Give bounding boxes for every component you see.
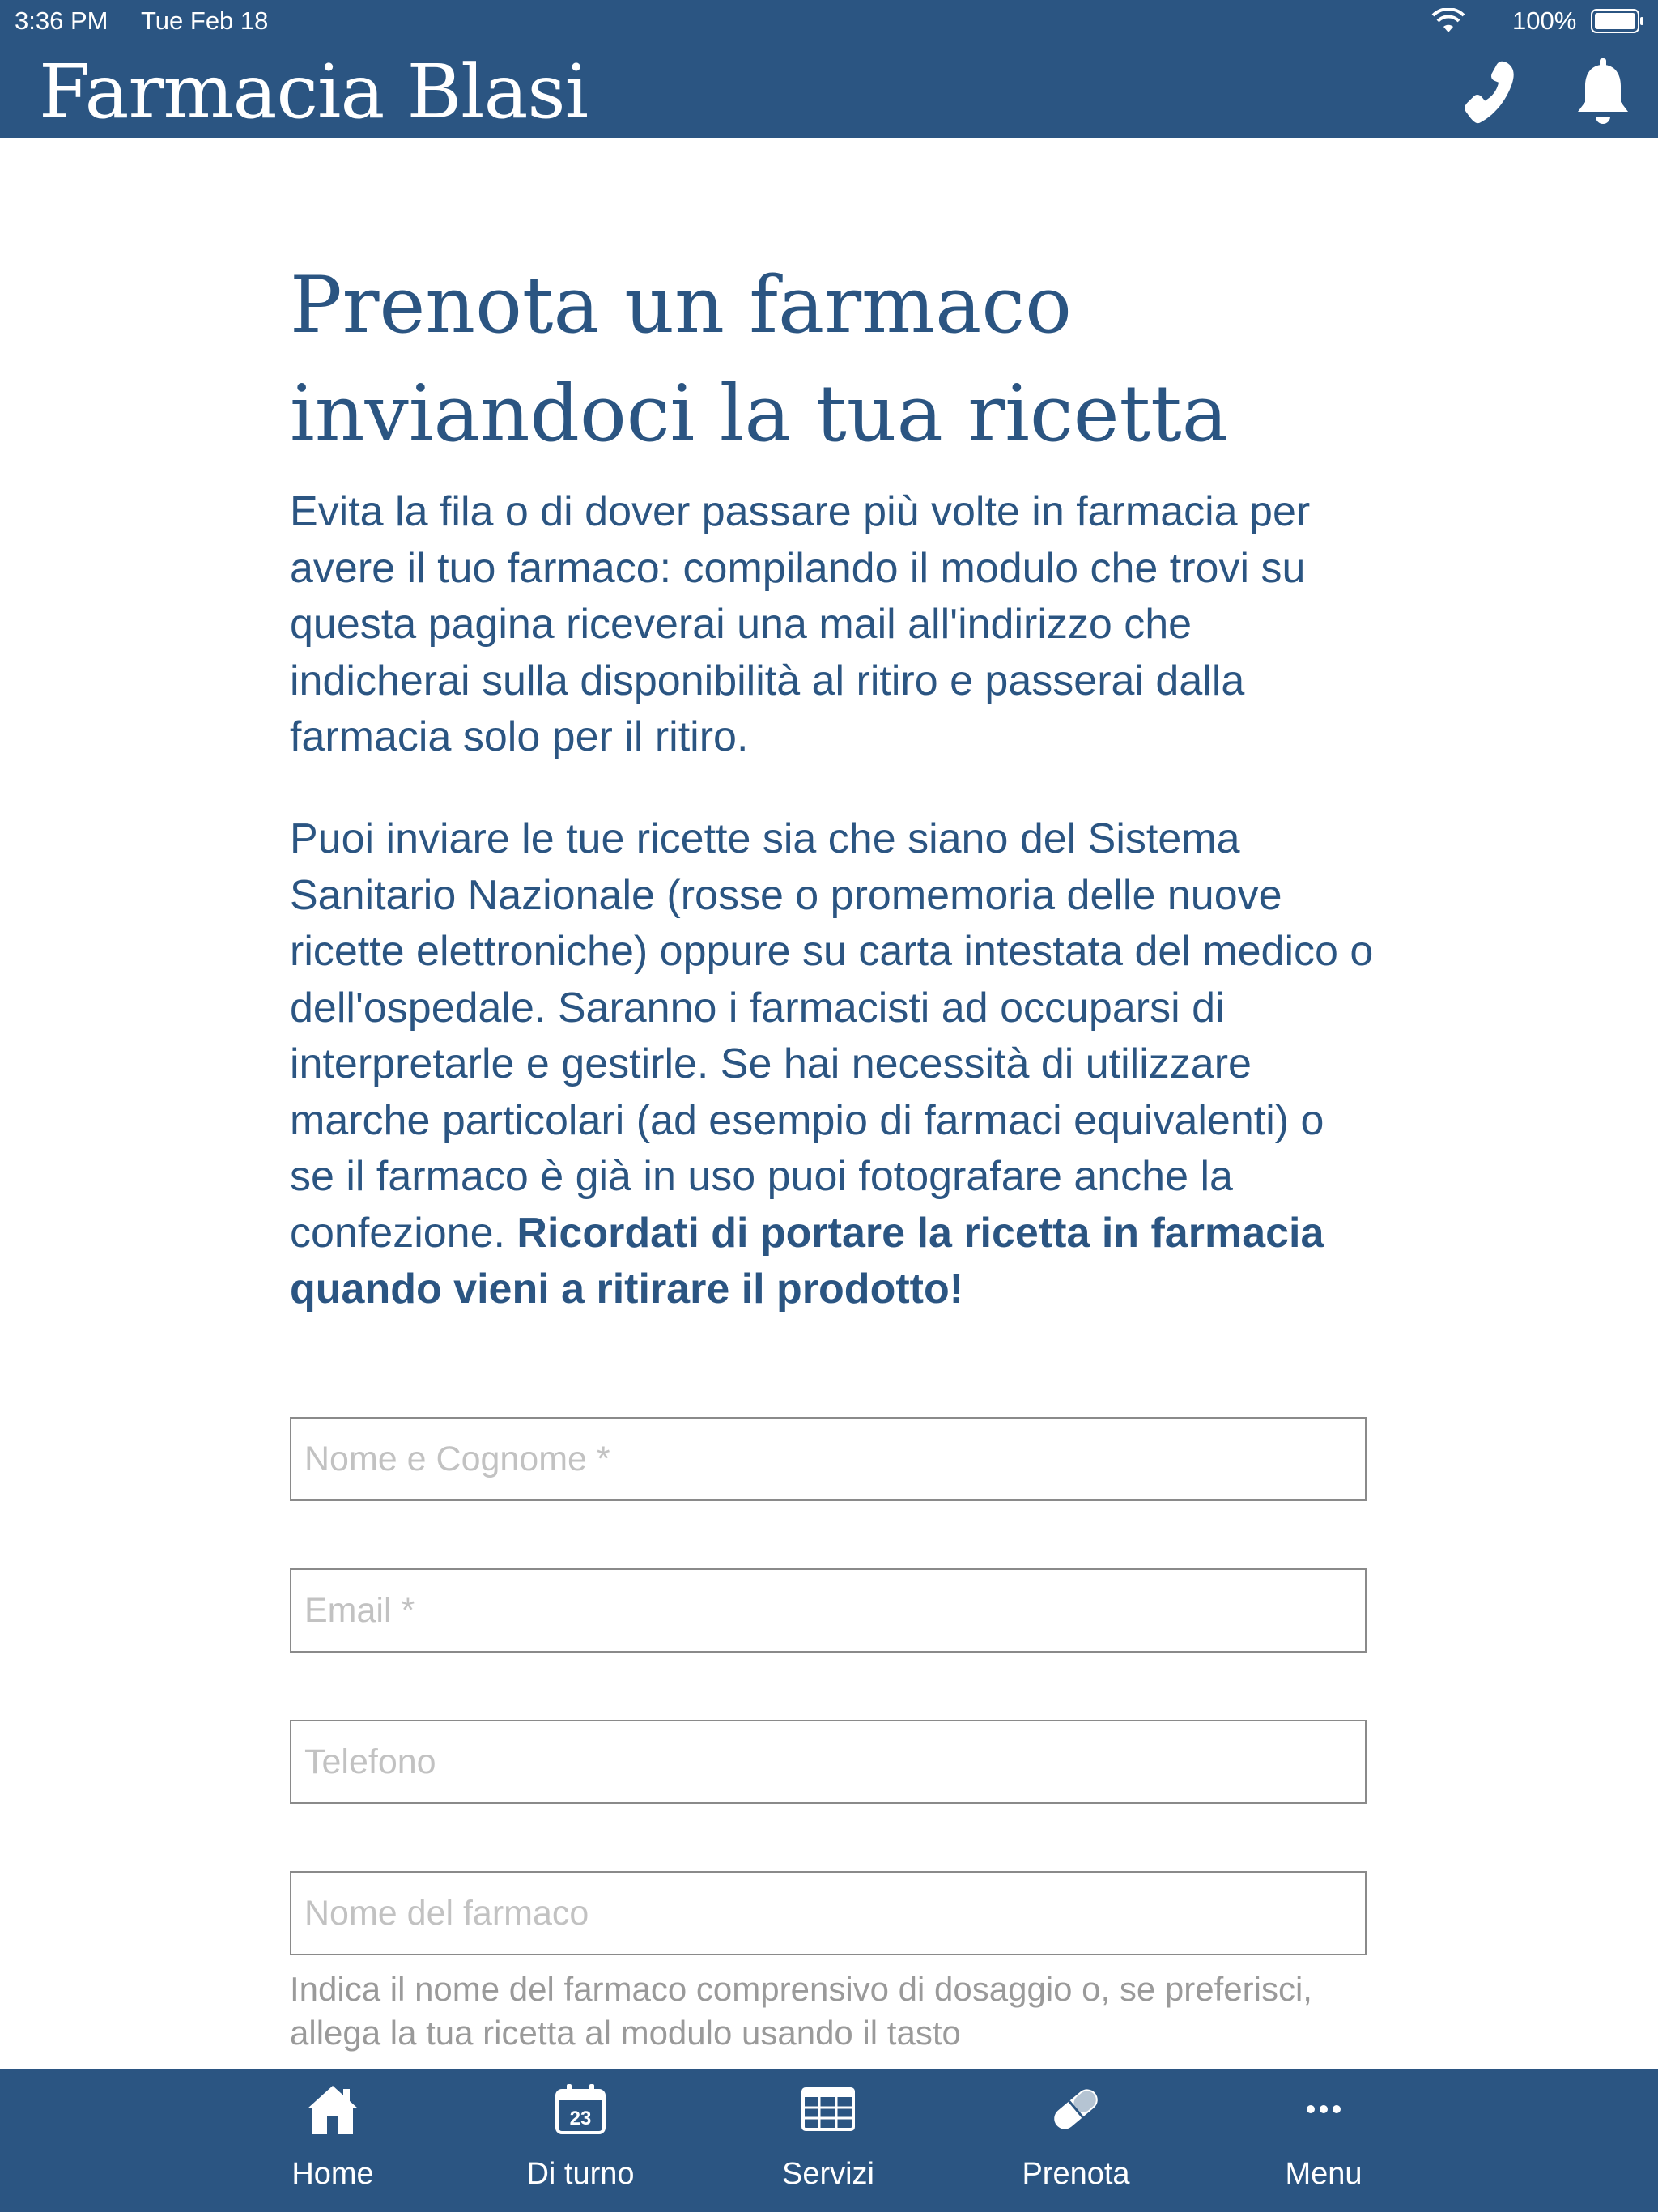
pill-icon: [1048, 2082, 1104, 2136]
tab-prenota[interactable]: [952, 2069, 1200, 2212]
more-icon: [1297, 2082, 1350, 2136]
info-paragraph-reminder: Ricordati di portare la ricetta in farmacia quando vieni a ritirare il prodotto!: [290, 1209, 1324, 1312]
intro-paragraph: Evita la fila o di dover passare più volte in farmacia per avere il tuo farmaco: compilando il modulo che trovi su questa pagina riceverai una mail all'indirizzo che indicherai sulla disponibilità al ritiro e passerai dalla farmacia solo per il ritiro.: [290, 488, 1311, 760]
phone-icon[interactable]: [1453, 60, 1521, 128]
home-icon: [306, 2082, 359, 2136]
email-field[interactable]: [290, 1568, 1367, 1653]
main-content[interactable]: [0, 138, 1658, 2069]
tab-label-home: Home: [291, 2157, 374, 2191]
services-icon: [800, 2082, 857, 2136]
status-time: 3:36 PM: [15, 6, 108, 35]
tab-servizi[interactable]: [704, 2069, 952, 2212]
name-field[interactable]: [290, 1417, 1367, 1501]
drug-name-field[interactable]: [290, 1871, 1367, 1955]
phone-field[interactable]: [290, 1720, 1367, 1804]
bottom-tab-bar: [0, 2069, 1658, 2212]
battery-percent: 100%: [1512, 6, 1577, 35]
page-title-line2: inviandoci la tua ricetta: [290, 368, 1228, 459]
page-title-line1: Prenota un farmaco: [290, 260, 1072, 351]
app-header: [0, 0, 1658, 138]
info-paragraph-text: Puoi inviare le tue ricette sia che siano del Sistema Sanitario Nazionale (rosse o promemoria delle nuove ricette elettroniche) oppure su carta intestata del medico o dell'ospedale. Saranno i farmacisti ad occuparsi di interpretarle e gestirle. Se hai necessità di utilizzare marche particolari (ad esempio di farmaci equivalenti) o se il farmaco è già in uso puoi fotografare anche la confezione.: [290, 815, 1374, 1257]
tab-label-servizi: Servizi: [781, 2157, 875, 2191]
app-title: Farmacia Blasi: [39, 49, 589, 135]
page-title: [290, 251, 1375, 468]
wifi-icon: [1431, 8, 1465, 34]
battery-icon: [1591, 9, 1644, 33]
info-paragraph: [290, 811, 1375, 1318]
tab-home[interactable]: [209, 2069, 457, 2212]
drug-hint: Indica il nome del farmaco comprensivo di dosaggio o, se preferisci, allega la tua ricetta al modulo usando il tasto: [290, 1970, 1312, 2052]
status-date: Tue Feb 18: [141, 6, 269, 35]
calendar-icon: [554, 2082, 607, 2136]
tab-menu[interactable]: [1200, 2069, 1448, 2212]
tab-label-menu: Menu: [1285, 2157, 1363, 2191]
bell-icon[interactable]: [1575, 58, 1631, 130]
tab-di-turno[interactable]: [457, 2069, 704, 2212]
calendar-day-text: 23: [569, 2108, 592, 2129]
tab-label-prenota: Prenota: [1022, 2157, 1130, 2191]
tab-label-di-turno: Di turno: [526, 2157, 635, 2191]
